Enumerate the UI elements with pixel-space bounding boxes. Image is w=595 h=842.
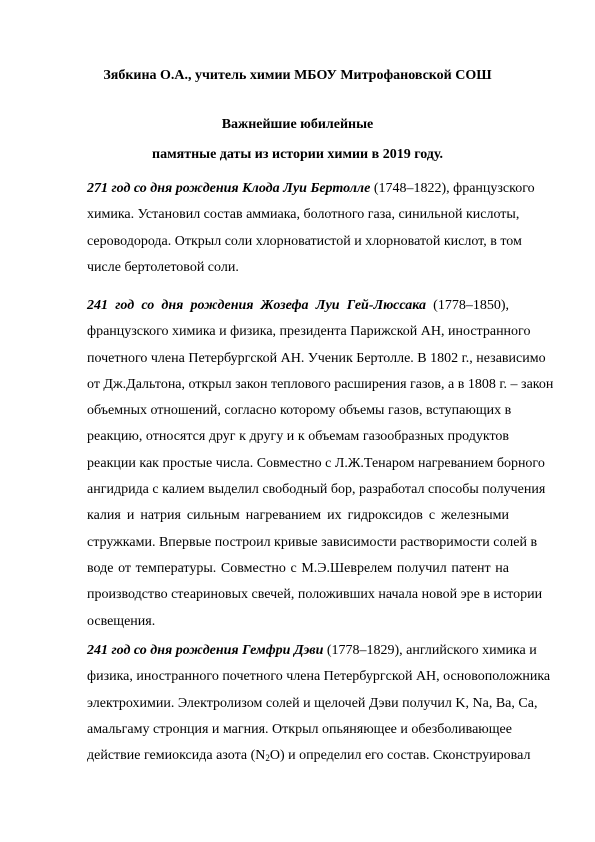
entry-gay-lussac (87, 293, 554, 635)
paragraph-line: от Дж.Дальтона, открыл закон теплового расширения газов, а в 1808 г. – закон (87, 376, 554, 392)
paragraph-line (87, 638, 537, 664)
entry-berthollet (87, 176, 535, 281)
entry-heading: 241 год со дня рождения Гемфри Дэви (87, 643, 324, 658)
paragraph-line: электрохимии. Электролизом солей и щелочей Дэви получил K, Na, Ba, Ca, (87, 695, 538, 711)
paragraph-line: химика. Установил состав аммиака, болотного газа, синильной кислоты, (87, 207, 520, 223)
paragraph-line: воде от температуры. Совместно с М.Э.Шеврелем получил патент на (87, 560, 509, 576)
paragraph-line: объемных отношений, согласно которому объемы газов, вступающих в (87, 403, 512, 419)
paragraph-line: стружками. Впервые построил кривые зависимости растворимости солей в (87, 534, 538, 550)
document-title (0, 110, 595, 170)
entry-dates: (1778–1850), (425, 298, 509, 313)
paragraph-line: числе бертолетовой соли. (87, 259, 239, 275)
paragraph-line: французского химика и физика, президента Парижской АН, иностранного (87, 324, 531, 340)
paragraph-line (87, 293, 509, 319)
formula-subscript: 2 (265, 753, 270, 764)
paragraph-line: производство стеариновых свечей, положивших начала новой эре в истории (87, 587, 543, 603)
entry-heading: 271 год со дня рождения Клода Луи Бертолле (87, 181, 371, 196)
paragraph-line: почетного члена Петербургской АН. Ученик Бертолле. В 1802 г., независимо (87, 350, 546, 366)
paragraph-line: освещения. (87, 613, 156, 629)
author-line: Зябкина О.А., учитель химии МБОУ Митрофановской СОШ (103, 68, 492, 83)
title-line-1: Важнейшие юбилейные (221, 117, 374, 132)
paragraph-line (87, 176, 535, 202)
paragraph-line: сероводорода. Открыл соли хлорноватистой и хлорноватой кислот, в том (87, 233, 522, 249)
paragraph-line: реакции как простые числа. Совместно с Л.Ж.Тенаром нагреванием борного (87, 455, 545, 471)
entry-dates: (1748–1822), французского (370, 181, 535, 196)
formula-text: O) и определил его состав. Сконструировал (269, 748, 531, 764)
entry-heading: 241 год со дня рождения Жозефа Луи Гей-Люссака (87, 298, 426, 313)
paragraph-line: амальгаму стронция и магния. Открыл опьяняющее и обезболивающее (87, 721, 512, 737)
paragraph-line: ангидрида с калием выделил свободный бор, разработал способы получения (87, 482, 546, 498)
entry-davy (87, 638, 551, 769)
paragraph-line (87, 743, 531, 769)
formula-text: действие гемиоксида азота (N (87, 748, 266, 764)
paragraph-line: физика, иностранного почетного члена Петербургской АН, основоположника (87, 669, 551, 685)
paragraph-line: реакцию, относятся друг к другу и к объемам газообразных продуктов (87, 429, 509, 445)
paragraph-line: калия и натрия сильным нагреванием их гидроксидов с железными (87, 508, 509, 524)
title-line-2: памятные даты из истории химии в 2019 году. (152, 147, 443, 162)
entry-dates: (1778–1829), английского химика и (323, 643, 537, 658)
